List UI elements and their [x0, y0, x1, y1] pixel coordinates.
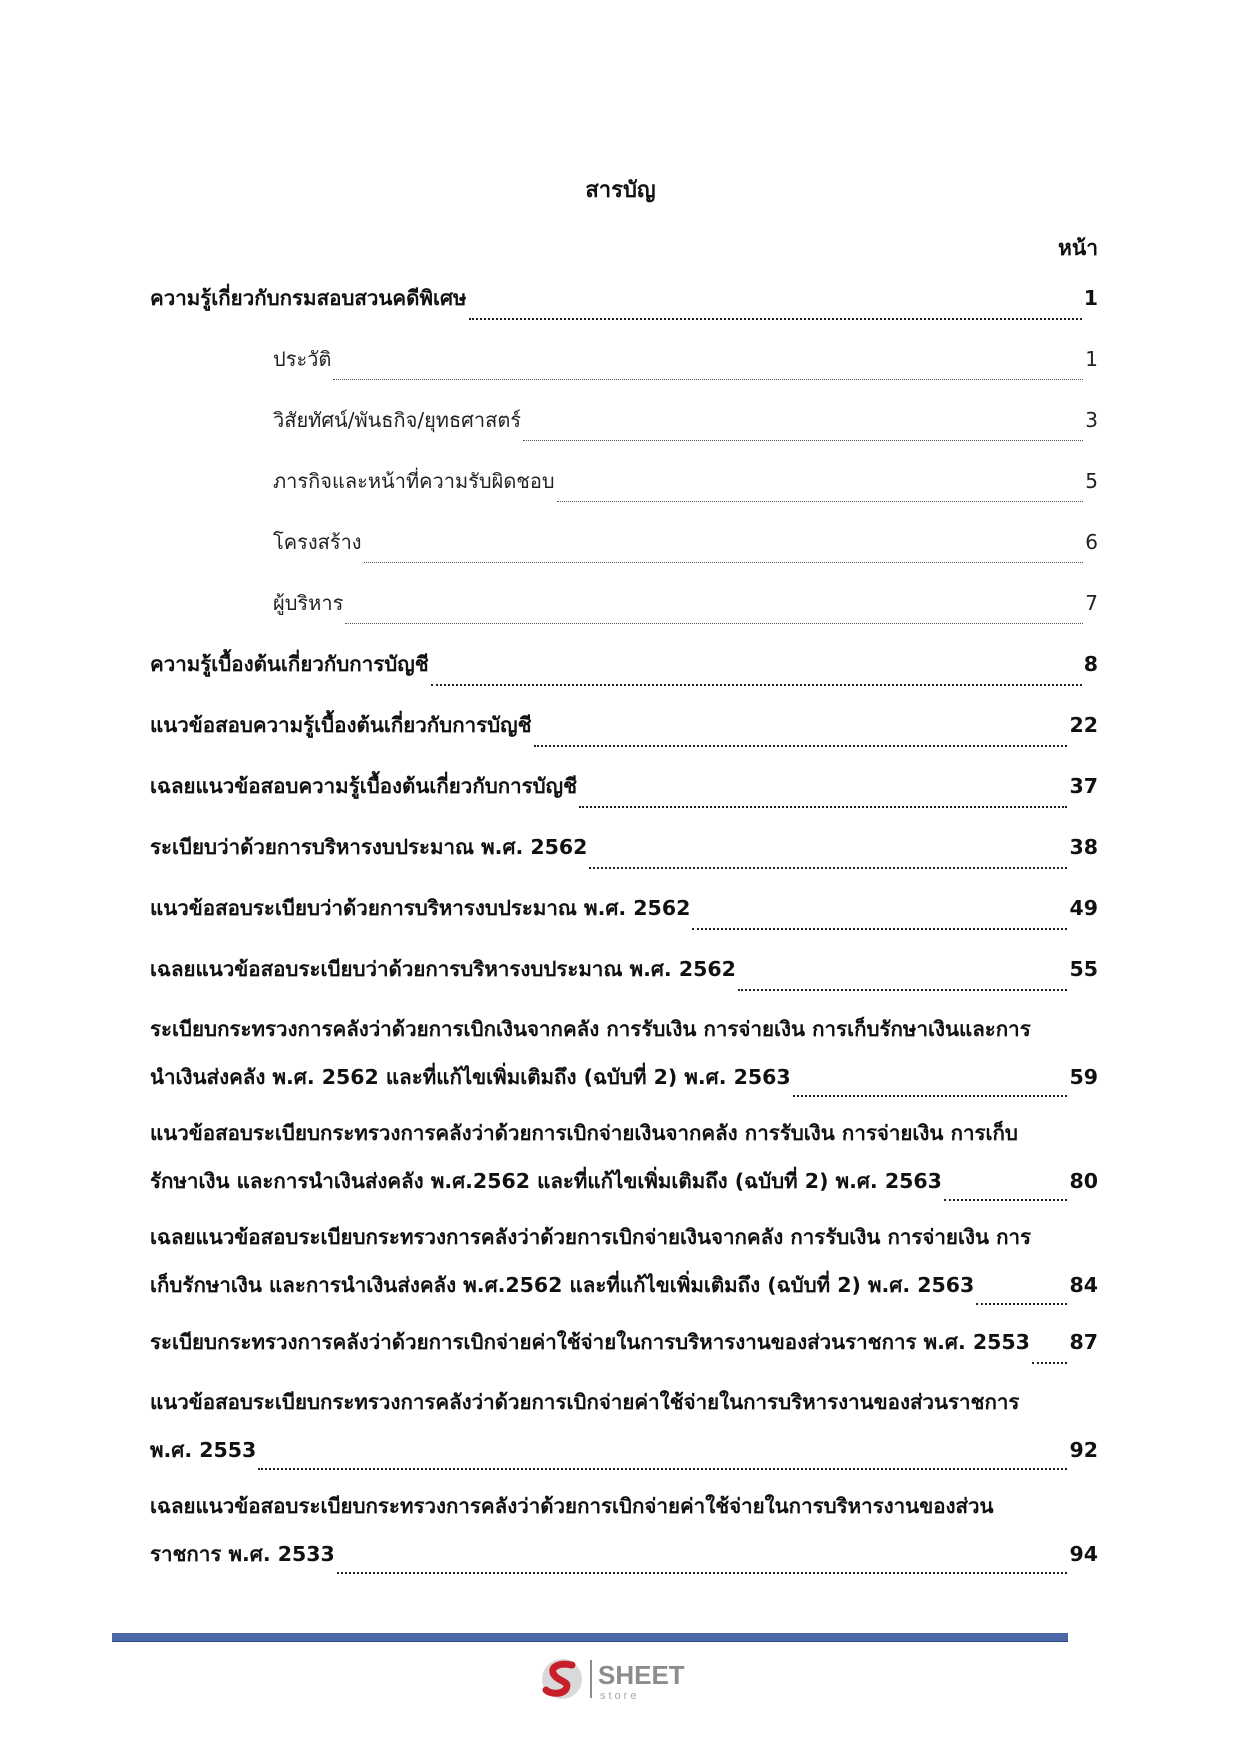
page-number: 22: [1069, 713, 1098, 737]
dot-leader: [534, 745, 1068, 747]
sheet-store-logo: [540, 1654, 715, 1704]
toc-entry-multiline[interactable]: แนวข้อสอบระเบียบกระทรวงการคลังว่าด้วยการเบิกจ่ายเงินจากคลัง การรับเงิน การจ่ายเงิน การเก็บ รักษาเงิน และการนำเงินส่งคลัง พ.ศ.2562 และที่แก้ไขเพิ่มเติมถึง (ฉบับที่ 2) พ.ศ. 2563 80: [150, 1118, 1098, 1222]
dot-leader: [431, 684, 1082, 686]
dot-leader: [692, 928, 1067, 930]
page-number: 1: [1083, 286, 1098, 310]
dot-leader: [469, 318, 1082, 320]
page-number: 92: [1069, 1438, 1098, 1462]
page-column-heading: หน้า: [1058, 236, 1098, 260]
dot-leader: [738, 989, 1068, 991]
toc-entry-multiline[interactable]: เฉลยแนวข้อสอบระเบียบกระทรวงการคลังว่าด้วยการเบิกจ่ายเงินจากคลัง การรับเงิน การจ่ายเงิน การ เก็บรักษาเงิน และการนำเงินส่งคลัง พ.ศ.2562 และที่แก้ไขเพิ่มเติมถึง (ฉบับที่ 2) พ.ศ. 2563 84: [150, 1222, 1098, 1326]
dot-leader: [258, 1468, 1067, 1470]
page-number: 3: [1085, 408, 1098, 432]
page-number: 59: [1069, 1065, 1098, 1089]
toc-entry[interactable]: ระเบียบว่าด้วยการบริหารงบประมาณ พ.ศ. 2562 38: [150, 831, 1098, 892]
page-number: 49: [1069, 896, 1098, 920]
dot-leader: [523, 440, 1083, 441]
page-number: 84: [1069, 1273, 1098, 1297]
toc-entry[interactable]: ความรู้เบื้องต้นเกี่ยวกับการบัญชี 8: [150, 648, 1098, 709]
toc-subentry[interactable]: ประวัติ 1: [150, 343, 1098, 404]
page-number: 8: [1083, 652, 1098, 676]
page-number: 6: [1085, 530, 1098, 554]
dot-leader: [1032, 1362, 1068, 1364]
logo-tagline: store: [600, 1690, 640, 1702]
dot-leader: [589, 867, 1067, 869]
dot-leader: [793, 1095, 1068, 1097]
toc-entry[interactable]: เฉลยแนวข้อสอบระเบียบว่าด้วยการบริหารงบประมาณ พ.ศ. 2562 55: [150, 953, 1098, 1014]
page-number: 80: [1069, 1169, 1098, 1193]
dot-leader: [579, 806, 1067, 808]
page-number: 38: [1069, 835, 1098, 859]
toc-subentry[interactable]: ผู้บริหาร 7: [150, 587, 1098, 648]
toc-subentry[interactable]: โครงสร้าง 6: [150, 526, 1098, 587]
toc-title: สารบัญ: [585, 178, 656, 203]
dot-leader: [557, 501, 1084, 502]
page-number: 55: [1069, 957, 1098, 981]
dot-leader: [345, 623, 1083, 624]
logo-wordmark: SHEET: [598, 1660, 685, 1690]
toc-entry[interactable]: เฉลยแนวข้อสอบความรู้เบื้องต้นเกี่ยวกับการบัญชี 37: [150, 770, 1098, 831]
toc-entry[interactable]: แนวข้อสอบระเบียบว่าด้วยการบริหารงบประมาณ พ.ศ. 2562 49: [150, 892, 1098, 953]
dot-leader: [333, 379, 1083, 380]
page-number: 7: [1085, 591, 1098, 615]
table-of-contents: [150, 282, 1098, 1595]
toc-entry[interactable]: ความรู้เกี่ยวกับกรมสอบสวนคดีพิเศษ 1: [150, 282, 1098, 343]
page-number: 94: [1069, 1542, 1098, 1566]
page-number: 1: [1085, 347, 1098, 371]
toc-entry-multiline[interactable]: เฉลยแนวข้อสอบระเบียบกระทรวงการคลังว่าด้วยการเบิกจ่ายค่าใช้จ่ายในการบริหารงานของส่วน ราชการ พ.ศ. 2533 94: [150, 1491, 1098, 1595]
page-number: 5: [1085, 469, 1098, 493]
toc-entry[interactable]: ระเบียบกระทรวงการคลังว่าด้วยการเบิกจ่ายค่าใช้จ่ายในการบริหารงานของส่วนราชการ พ.ศ. 2553 87: [150, 1326, 1098, 1387]
dot-leader: [944, 1199, 1068, 1201]
dot-leader: [976, 1303, 1067, 1305]
dot-leader: [337, 1572, 1068, 1574]
page-number: 87: [1069, 1330, 1098, 1354]
toc-entry-multiline[interactable]: แนวข้อสอบระเบียบกระทรวงการคลังว่าด้วยการเบิกจ่ายค่าใช้จ่ายในการบริหารงานของส่วนราชการ พ.ศ. 2553 92: [150, 1387, 1098, 1491]
footer-divider: [112, 1633, 1068, 1642]
toc-subentry[interactable]: วิสัยทัศน์/พันธกิจ/ยุทธศาสตร์ 3: [150, 404, 1098, 465]
toc-subentry[interactable]: ภารกิจและหน้าที่ความรับผิดชอบ 5: [150, 465, 1098, 526]
dot-leader: [364, 562, 1084, 563]
page-number: 37: [1069, 774, 1098, 798]
logo-divider: [590, 1660, 592, 1698]
toc-entry[interactable]: แนวข้อสอบความรู้เบื้องต้นเกี่ยวกับการบัญชี 22: [150, 709, 1098, 770]
toc-entry-multiline[interactable]: ระเบียบกระทรวงการคลังว่าด้วยการเบิกเงินจากคลัง การรับเงิน การจ่ายเงิน การเก็บรักษาเงินและการ นำเงินส่งคลัง พ.ศ. 2562 และที่แก้ไขเพิ่มเติมถึง (ฉบับที่ 2) พ.ศ. 2563 59: [150, 1014, 1098, 1118]
